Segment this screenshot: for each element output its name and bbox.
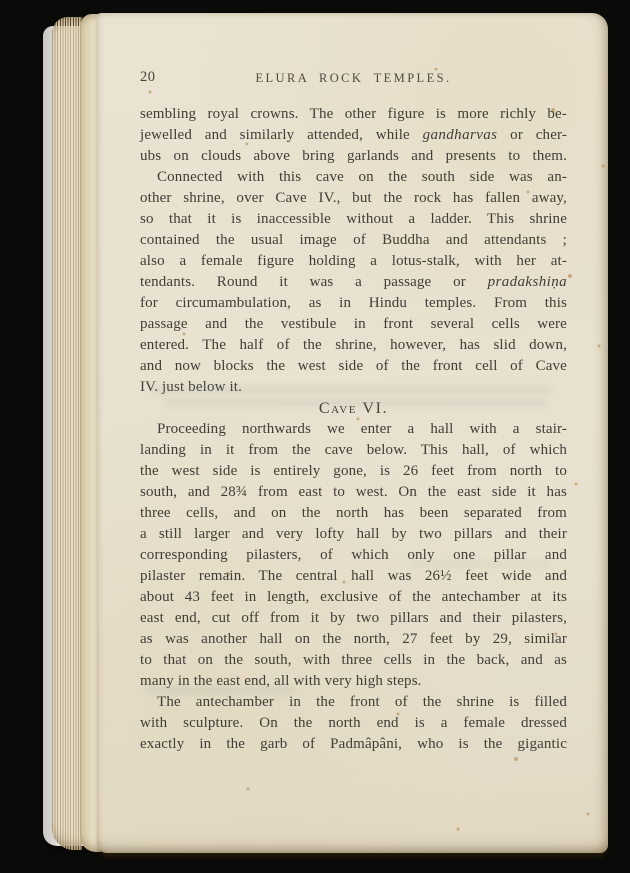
text-segment: ubs on clouds above bring garlands and presents to them.	[140, 148, 567, 164]
paper-speckles	[97, 13, 99, 15]
italic-text: gandharvas	[422, 127, 498, 143]
text-segment: and now blocks the west side of the front cell of Cave	[140, 358, 567, 374]
showthrough-smudge	[150, 386, 552, 394]
text-line	[140, 524, 567, 545]
text-segment: landing in it from the cave below. This hall, of which	[140, 442, 567, 458]
text-line	[140, 482, 567, 503]
text-line	[140, 167, 567, 188]
text-segment: IV. just below it.	[140, 379, 243, 395]
text-segment: three cells, and on the north has been separated from	[140, 505, 567, 521]
text-line	[140, 587, 567, 608]
text-line	[140, 335, 567, 356]
text-segment: tendants. Round it was a passage or	[140, 274, 488, 290]
text-line	[140, 230, 567, 251]
text-segment: entered. The half of the shrine, however, has slid down,	[140, 337, 567, 353]
text-block	[140, 104, 567, 755]
text-line	[140, 503, 567, 524]
text-segment: jewelled and similarly attended, while	[140, 127, 423, 143]
text-segment: for circumambulation, as in Hindu temples. From this	[140, 295, 567, 311]
text-segment: sembling royal crowns. The other figure is more richly be-	[140, 106, 567, 122]
text-line	[140, 461, 567, 482]
text-segment: with sculpture. On the north end is a female dressed	[140, 715, 567, 731]
text-segment: the west side is entirely gone, is 26 feet from north to	[140, 463, 567, 479]
text-line	[140, 650, 567, 671]
text-line	[140, 272, 567, 293]
showthrough-smudge	[145, 686, 295, 695]
text-line	[140, 566, 567, 587]
text-segment: passage and the vestibule in front several cells were	[140, 316, 567, 332]
book-page	[97, 13, 608, 853]
text-segment: Connected with this cave on the south side was an-	[157, 169, 567, 185]
running-title: ELURA ROCK TEMPLES.	[255, 71, 452, 85]
text-segment: also a female figure holding a lotus-stalk, with her at-	[140, 253, 567, 269]
text-segment: to that on the south, with three cells in the back, and as	[140, 652, 567, 668]
text-segment: Cave VI.	[318, 400, 389, 417]
text-line	[140, 440, 567, 461]
text-line	[140, 734, 567, 755]
text-segment: as was another hall on the north, 27 feet by 29, similar	[140, 631, 567, 647]
text-line	[140, 713, 567, 734]
showthrough-smudge	[410, 560, 550, 568]
text-line	[140, 356, 567, 377]
text-segment: east end, cut off from it by two pillars and their pilasters,	[140, 610, 567, 626]
text-segment: south, and 28¾ from east to west. On the east side it has	[140, 484, 567, 500]
italic-text: pradakshiṇa	[487, 274, 567, 290]
text-segment: other shrine, over Cave IV., but the rock has fallen away,	[140, 190, 567, 206]
text-line	[140, 293, 567, 314]
page-header	[140, 68, 567, 88]
stacked-page-edges	[52, 17, 82, 850]
text-segment: exactly in the garb of Padmâpâni, who is the gigantic	[140, 736, 567, 752]
text-line	[140, 125, 567, 146]
text-line	[140, 629, 567, 650]
text-segment: or cher-	[497, 127, 567, 143]
text-line	[140, 146, 567, 167]
text-line	[140, 608, 567, 629]
text-line	[140, 419, 567, 440]
text-line	[140, 692, 567, 713]
text-line	[140, 188, 567, 209]
showthrough-smudge	[163, 399, 547, 407]
text-segment: Proceeding northwards we enter a hall with a stair-	[157, 421, 567, 437]
text-line	[140, 251, 567, 272]
page-number: 20	[140, 69, 156, 85]
text-line	[140, 314, 567, 335]
text-segment: corresponding pilasters, of which only one pillar and	[140, 547, 567, 563]
text-line	[140, 209, 567, 230]
text-segment: pilaster remain. The central hall was 26½ feet wide and	[140, 568, 567, 584]
text-segment: contained the usual image of Buddha and attendants ;	[140, 232, 567, 248]
text-segment: so that it is inaccessible without a ladder. This shrine	[140, 211, 567, 227]
text-segment: many in the east end, all with very high steps.	[140, 673, 422, 689]
text-segment: about 43 feet in length, exclusive of the antechamber at its	[140, 589, 567, 605]
text-segment: The antechamber in the front of the shrine is filled	[157, 694, 567, 710]
text-segment: a still larger and very lofty hall by two pillars and their	[140, 526, 567, 542]
text-line	[140, 104, 567, 125]
